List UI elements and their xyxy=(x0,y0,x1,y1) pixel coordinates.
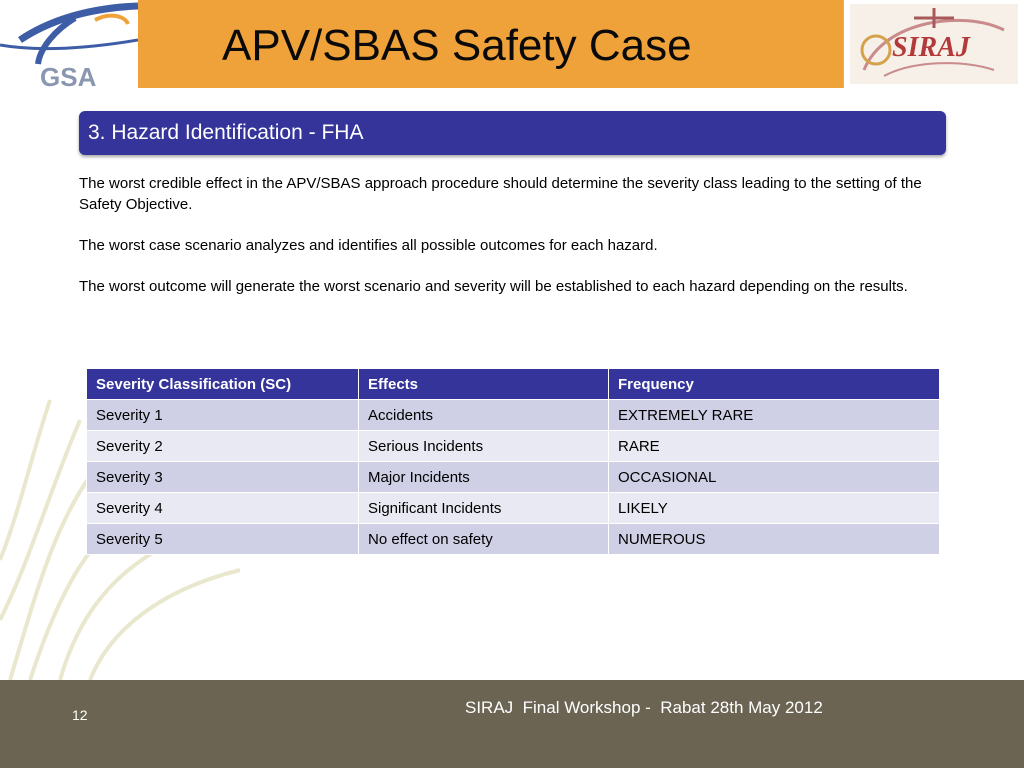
table-cell: Severity 1 xyxy=(87,400,359,431)
column-header: Frequency xyxy=(609,369,940,400)
table-cell: Serious Incidents xyxy=(359,431,609,462)
table-cell: Severity 5 xyxy=(87,524,359,555)
table-cell: Major Incidents xyxy=(359,462,609,493)
table-cell: No effect on safety xyxy=(359,524,609,555)
table-row xyxy=(87,431,940,462)
table-cell: Accidents xyxy=(359,400,609,431)
gsa-logo xyxy=(0,0,138,92)
page-number: 12 xyxy=(72,707,88,723)
table-cell: Significant Incidents xyxy=(359,493,609,524)
svg-text:GSA: GSA xyxy=(40,62,97,92)
paragraph: The worst credible effect in the APV/SBAS approach procedure should determine the severity class leading to the setting of the Safety Objective. xyxy=(79,175,922,213)
svg-text:SIRAJ: SIRAJ xyxy=(892,32,970,63)
table-cell: RARE xyxy=(609,431,940,462)
paragraph: The worst outcome will generate the worst scenario and severity will be established to each hazard depending on the results. xyxy=(79,278,908,295)
section-title: 3. Hazard Identification - FHA xyxy=(88,121,364,144)
table-row xyxy=(87,462,940,493)
table-cell: EXTREMELY RARE xyxy=(609,400,940,431)
severity-table xyxy=(86,368,940,555)
table-row xyxy=(87,400,940,431)
table-cell: OCCASIONAL xyxy=(609,462,940,493)
table-header-row xyxy=(87,369,940,400)
table-row xyxy=(87,524,940,555)
slide-title: APV/SBAS Safety Case xyxy=(222,21,692,70)
table-cell: Severity 2 xyxy=(87,431,359,462)
paragraph: The worst case scenario analyzes and identifies all possible outcomes for each hazard. xyxy=(79,237,658,254)
table-cell: LIKELY xyxy=(609,493,940,524)
footer-band xyxy=(0,680,1024,768)
column-header: Effects xyxy=(359,369,609,400)
body-paragraphs xyxy=(79,173,924,317)
table-row xyxy=(87,493,940,524)
section-title-bar xyxy=(79,111,946,155)
table-cell: NUMEROUS xyxy=(609,524,940,555)
table-cell: Severity 3 xyxy=(87,462,359,493)
siraj-logo xyxy=(843,0,1024,88)
column-header: Severity Classification (SC) xyxy=(87,369,359,400)
table-cell: Severity 4 xyxy=(87,493,359,524)
footer-text: SIRAJ Final Workshop - Rabat 28th May 2012 xyxy=(465,698,823,717)
